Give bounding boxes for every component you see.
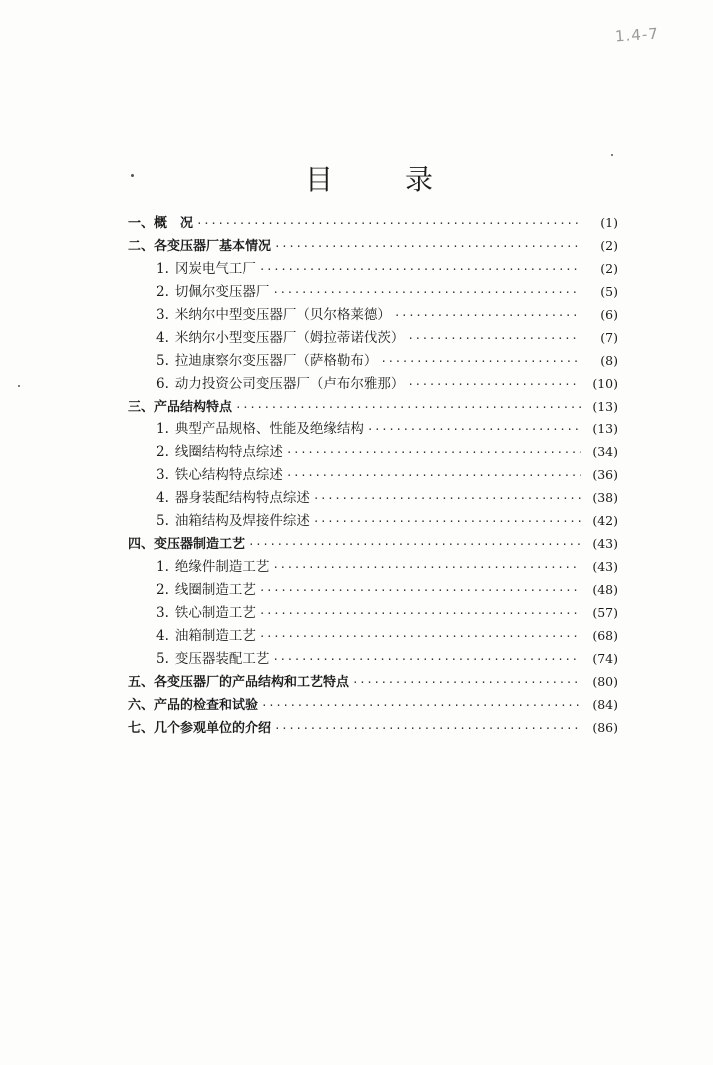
toc-entry-text: 油箱制造工艺: [174, 627, 256, 644]
corner-handwritten-mark: 1.4-7: [614, 24, 660, 46]
toc-page-number: (5): [600, 283, 618, 299]
toc-entry-number: 5.: [156, 352, 169, 369]
toc-page-number: (48): [592, 582, 618, 597]
dot-leader: [352, 672, 581, 695]
toc-subsection-row[interactable]: [128, 602, 618, 625]
toc-entry-label: [156, 373, 404, 396]
dot-leader: [259, 580, 581, 603]
toc-entry-label: [156, 579, 256, 602]
toc-entry-number: 2.: [156, 444, 169, 461]
toc-page-number: (80): [592, 673, 618, 689]
toc-page-number: (8): [600, 352, 618, 368]
toc-entry-label: [156, 487, 310, 510]
dot-leader: [407, 374, 581, 397]
toc-subsection-row[interactable]: [128, 464, 618, 487]
toc-entry-number: 5.: [156, 650, 169, 667]
toc-page-number: (6): [600, 306, 618, 322]
toc-entry-number: 4.: [156, 627, 169, 644]
toc-page-number: (74): [592, 650, 618, 666]
toc-entry-text: 三、产品结构特点: [128, 399, 233, 415]
toc-entry-label: [156, 464, 283, 487]
toc-entry-label: [156, 350, 377, 373]
toc-entry-label: [156, 510, 310, 533]
toc-page-number: (34): [592, 444, 618, 460]
toc-entry-label: [128, 695, 258, 718]
dot-leader: [235, 397, 581, 420]
toc-page-number: (2): [600, 237, 618, 253]
dot-leader: [248, 534, 581, 557]
toc-entry-number: 3.: [156, 467, 169, 484]
toc-entry-number: 3.: [156, 306, 169, 323]
toc-entry-number: 1.: [156, 421, 169, 438]
toc-entry-text: 变压器装配工艺: [174, 650, 270, 667]
toc-section-row[interactable]: [128, 533, 618, 556]
toc-subsection-row[interactable]: [128, 556, 618, 579]
dot-leader: [286, 442, 581, 465]
dot-leader: [380, 351, 581, 374]
dot-leader: [261, 695, 581, 718]
toc-entry-label: [128, 534, 245, 557]
toc-entry-number: 5.: [156, 513, 169, 530]
toc-entry-text: 油箱结构及焊接件综述: [174, 513, 310, 530]
dot-leader: [407, 328, 581, 351]
toc-entry-label: [128, 236, 271, 259]
toc-subsection-row[interactable]: [128, 350, 618, 373]
toc-entry-text: 铁心制造工艺: [174, 604, 256, 621]
toc-subsection-row[interactable]: [128, 327, 618, 350]
dot-leader: [259, 603, 581, 626]
toc-subsection-row[interactable]: [128, 281, 618, 304]
toc-subsection-row[interactable]: [128, 441, 618, 464]
toc-section-row[interactable]: [128, 235, 618, 258]
toc-page-number: (86): [592, 719, 618, 735]
toc-entry-label: [156, 441, 283, 464]
toc-entry-text: 典型产品规格、性能及绝缘结构: [174, 421, 364, 438]
toc-entry-text: 冈炭电气工厂: [174, 260, 256, 277]
toc-subsection-row[interactable]: [128, 487, 618, 510]
dot-leader: [313, 488, 581, 511]
toc-page-number: (1): [600, 215, 618, 230]
toc-entry-label: [128, 213, 193, 236]
toc-page-number: (10): [592, 375, 618, 391]
toc-entry-text: 切佩尔变压器厂: [174, 283, 270, 300]
toc-page-number: (43): [592, 559, 618, 575]
toc-page-number: (38): [592, 490, 618, 506]
dot-leader: [313, 511, 581, 534]
dot-leader: [272, 649, 581, 672]
toc-entry-text: 铁心结构特点综述: [174, 467, 283, 484]
title-char-1: 目: [305, 163, 334, 196]
toc-section-row[interactable]: [128, 212, 618, 235]
table-of-contents: [128, 212, 618, 740]
toc-page-number: (13): [592, 398, 618, 414]
toc-page-number: (57): [592, 604, 618, 620]
dot-leader: [274, 718, 581, 741]
dot-leader: [196, 213, 581, 236]
toc-page-number: (36): [592, 467, 618, 483]
toc-entry-text: 一、概 况: [128, 216, 194, 231]
toc-entry-label: [156, 556, 269, 579]
dot-leader: [367, 419, 581, 442]
toc-subsection-row[interactable]: [128, 258, 618, 281]
toc-entry-number: 4.: [156, 329, 169, 346]
dot-leader: [272, 557, 581, 580]
toc-page-number: (7): [600, 329, 618, 345]
toc-entry-number: 1.: [156, 260, 169, 277]
speck-dot: [18, 385, 20, 387]
toc-entry-label: [128, 718, 271, 741]
toc-section-row[interactable]: [128, 396, 618, 419]
toc-entry-text: 线圈结构特点综述: [174, 444, 283, 461]
toc-entry-label: [156, 304, 391, 327]
toc-entry-text: 拉迪康察尔变压器厂（萨格勒布）: [174, 352, 378, 369]
toc-entry-text: 七、几个参观单位的介绍: [128, 720, 272, 736]
toc-entry-label: [156, 258, 256, 281]
toc-page-number: (84): [592, 696, 618, 712]
toc-section-row[interactable]: [128, 717, 618, 740]
toc-entry-number: 6.: [156, 375, 169, 392]
toc-subsection-row[interactable]: [128, 579, 618, 602]
toc-entry-text: 绝缘件制造工艺: [174, 559, 270, 576]
toc-subsection-row[interactable]: [128, 304, 618, 327]
toc-entry-label: [128, 672, 349, 695]
toc-entry-number: 4.: [156, 490, 169, 507]
toc-subsection-row[interactable]: [128, 625, 618, 648]
toc-page-number: (42): [592, 513, 618, 529]
toc-entry-label: [156, 602, 256, 625]
toc-page-number: (43): [592, 536, 618, 552]
toc-entry-text: 线圈制造工艺: [174, 582, 256, 598]
toc-entry-text: 四、变压器制造工艺: [128, 537, 246, 553]
toc-entry-text: 二、各变压器厂基本情况: [128, 238, 272, 254]
toc-entry-label: [156, 327, 404, 350]
toc-entry-number: 3.: [156, 604, 169, 621]
toc-entry-text: 五、各变压器厂的产品结构和工艺特点: [128, 674, 350, 690]
dot-leader: [286, 465, 581, 488]
toc-subsection-row[interactable]: [128, 510, 618, 533]
speck-dot: [611, 154, 613, 156]
toc-entry-number: 2.: [156, 582, 169, 598]
toc-subsection-row[interactable]: [128, 418, 618, 441]
dot-leader: [274, 236, 581, 259]
toc-page-number: (68): [592, 627, 618, 643]
toc-entry-number: 1.: [156, 559, 169, 576]
toc-entry-label: [156, 625, 256, 648]
toc-section-row[interactable]: [128, 694, 618, 717]
toc-subsection-row[interactable]: [128, 648, 618, 671]
dot-leader: [259, 626, 581, 649]
dot-leader: [394, 305, 581, 328]
toc-entry-label: [156, 648, 269, 671]
dot-leader: [259, 259, 581, 282]
toc-entry-label: [156, 281, 269, 304]
toc-entry-text: 六、产品的检查和试验: [128, 697, 259, 713]
toc-page-number: (2): [600, 260, 618, 276]
toc-entry-label: [128, 397, 232, 420]
toc-entry-text: 米纳尔中型变压器厂（贝尔格莱德）: [174, 306, 391, 323]
toc-subsection-row[interactable]: [128, 373, 618, 396]
toc-entry-text: 动力投资公司变压器厂（卢布尔雅那）: [174, 375, 405, 392]
toc-section-row[interactable]: [128, 671, 618, 694]
toc-page-number: (13): [592, 421, 618, 437]
toc-entry-text: 米纳尔小型变压器厂（姆拉蒂诺伐茨）: [174, 329, 405, 346]
title-char-2: 录: [405, 163, 434, 196]
dot-leader: [272, 282, 581, 305]
page-title: [0, 158, 713, 202]
toc-entry-number: 2.: [156, 283, 169, 300]
toc-entry-text: 器身装配结构特点综述: [174, 490, 310, 507]
toc-entry-label: [156, 418, 364, 441]
